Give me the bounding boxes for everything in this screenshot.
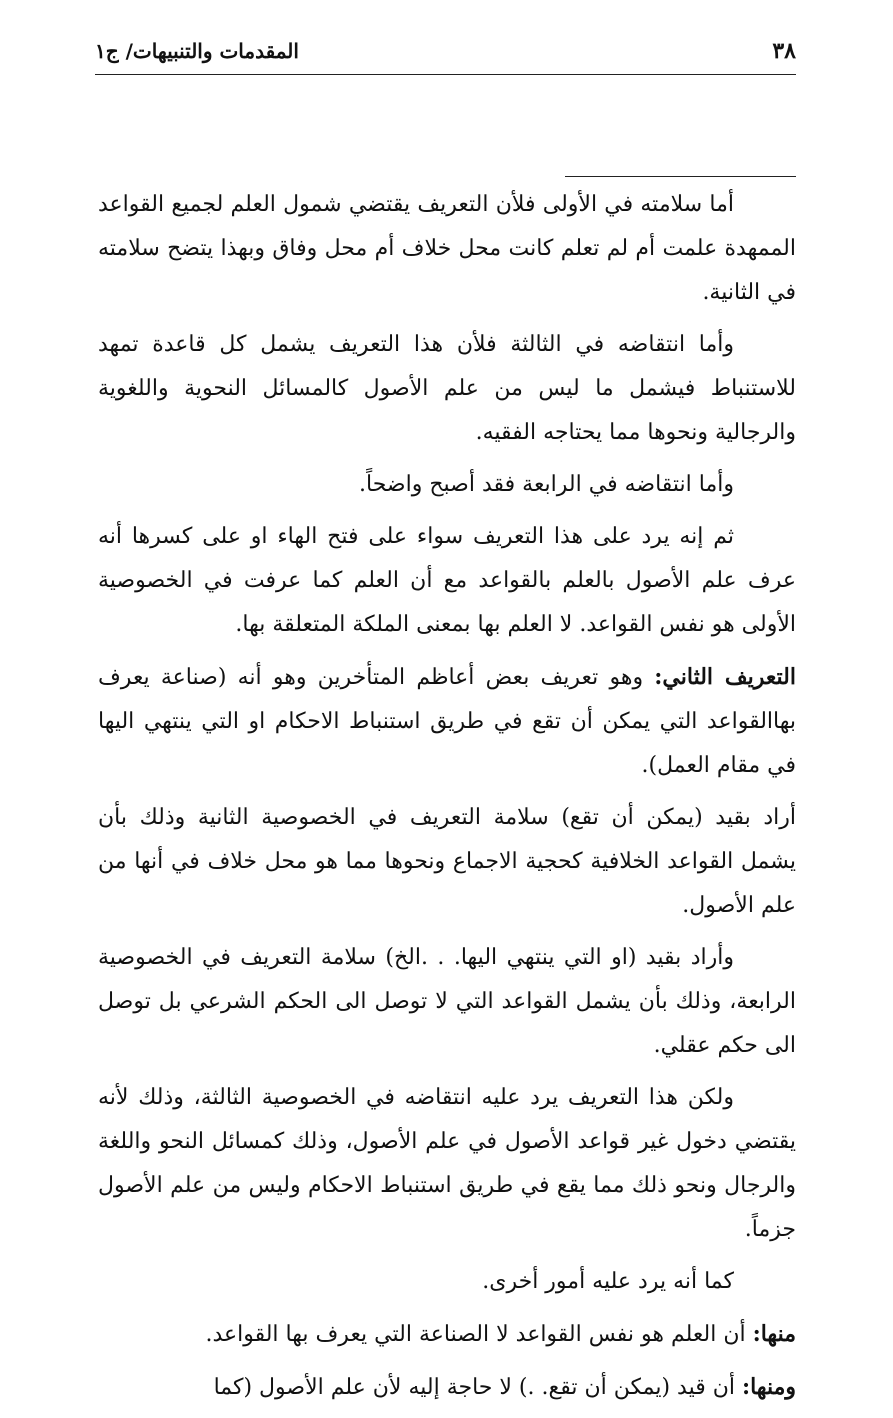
paragraph bbox=[98, 655, 796, 788]
paragraph bbox=[98, 1260, 796, 1304]
point-label: منها: bbox=[752, 1321, 796, 1347]
paragraph-text: أما سلامته في الأولى فلأن التعريف يقتضي شمول العلم لجميع القواعد الممهدة علمت أم لم تعلم كانت محل خلاف أم محل وفاق وبهذا يتضح سلامته في الثانية. bbox=[98, 192, 796, 305]
paragraph bbox=[98, 936, 796, 1068]
paragraph-text: أن العلم هو نفس القواعد لا الصناعة التي يعرف بها القواعد. bbox=[205, 1322, 753, 1347]
paragraph-text: وأراد بقيد (او التي ينتهي اليها. . .الخ) سلامة التعريف في الخصوصية الرابعة، وذلك بأن يشمل القواعد التي لا توصل الى الحكم الشرعي بل توصل الى حكم عقلي. bbox=[98, 945, 796, 1058]
page-number: ٣٨ bbox=[772, 38, 796, 64]
paragraph-text: ثم إنه يرد على هذا التعريف سواء على فتح الهاء او على كسرها أنه عرف علم الأصول بالعلم بالقواعد مع أن العلم كما عرفت في الخصوصية الأولى هو نفس القواعد. لا العلم بها بمعنى الملكة المتعلقة بها. bbox=[98, 524, 796, 637]
paragraph-text: كما أنه يرد عليه أمور أخرى. bbox=[482, 1269, 734, 1294]
separator-line bbox=[565, 176, 796, 177]
paragraph-text: أراد بقيد (يمكن أن تقع) سلامة التعريف في الخصوصية الثانية وذلك بأن يشمل القواعد الخلافية كحجية الاجماع ونحوها مما هو محل خلاف في أنها من علم الأصول. bbox=[98, 805, 796, 918]
paragraph bbox=[98, 183, 796, 315]
paragraph bbox=[98, 463, 796, 507]
paragraph bbox=[98, 1076, 796, 1252]
paragraph bbox=[98, 1365, 796, 1410]
section-heading: التعريف الثاني: bbox=[654, 664, 796, 690]
paragraph bbox=[98, 1312, 796, 1357]
body-text bbox=[98, 183, 796, 1418]
page-header bbox=[95, 28, 796, 75]
paragraph-text: وهو تعريف بعض أعاظم المتأخرين وهو أنه (صناعة يعرف بهاالقواعد التي يمكن أن تقع في طريق استنباط الاحكام او التي ينتهي اليها في مقام العمل). bbox=[98, 665, 796, 778]
paragraph-text: أن قيد (يمكن أن تقع. .) لا حاجة إليه لأن علم الأصول (كما bbox=[213, 1375, 742, 1400]
paragraph bbox=[98, 796, 796, 928]
paragraph-text: وأما انتقاضه في الرابعة فقد أصبح واضحاً. bbox=[359, 472, 734, 497]
running-title: المقدمات والتنبيهات/ ج١ bbox=[95, 39, 299, 63]
paragraph bbox=[98, 323, 796, 455]
paragraph-text: ولكن هذا التعريف يرد عليه انتقاضه في الخصوصية الثالثة، وذلك لأنه يقتضي دخول غير قواعد الأصول في علم الأصول، وذلك كمسائل النحو واللغة والرجال ونحو ذلك مما يقع في طريق استنباط الاحكام وليس من علم الأصول جزماً. bbox=[98, 1085, 796, 1242]
paragraph bbox=[98, 515, 796, 647]
paragraph-text: وأما انتقاضه في الثالثة فلأن هذا التعريف يشمل كل قاعدة تمهد للاستنباط فيشمل ما ليس من علم الأصول كالمسائل النحوية واللغوية والرجالية ونحوها مما يحتاجه الفقيه. bbox=[98, 332, 796, 445]
point-label: ومنها: bbox=[741, 1374, 796, 1400]
